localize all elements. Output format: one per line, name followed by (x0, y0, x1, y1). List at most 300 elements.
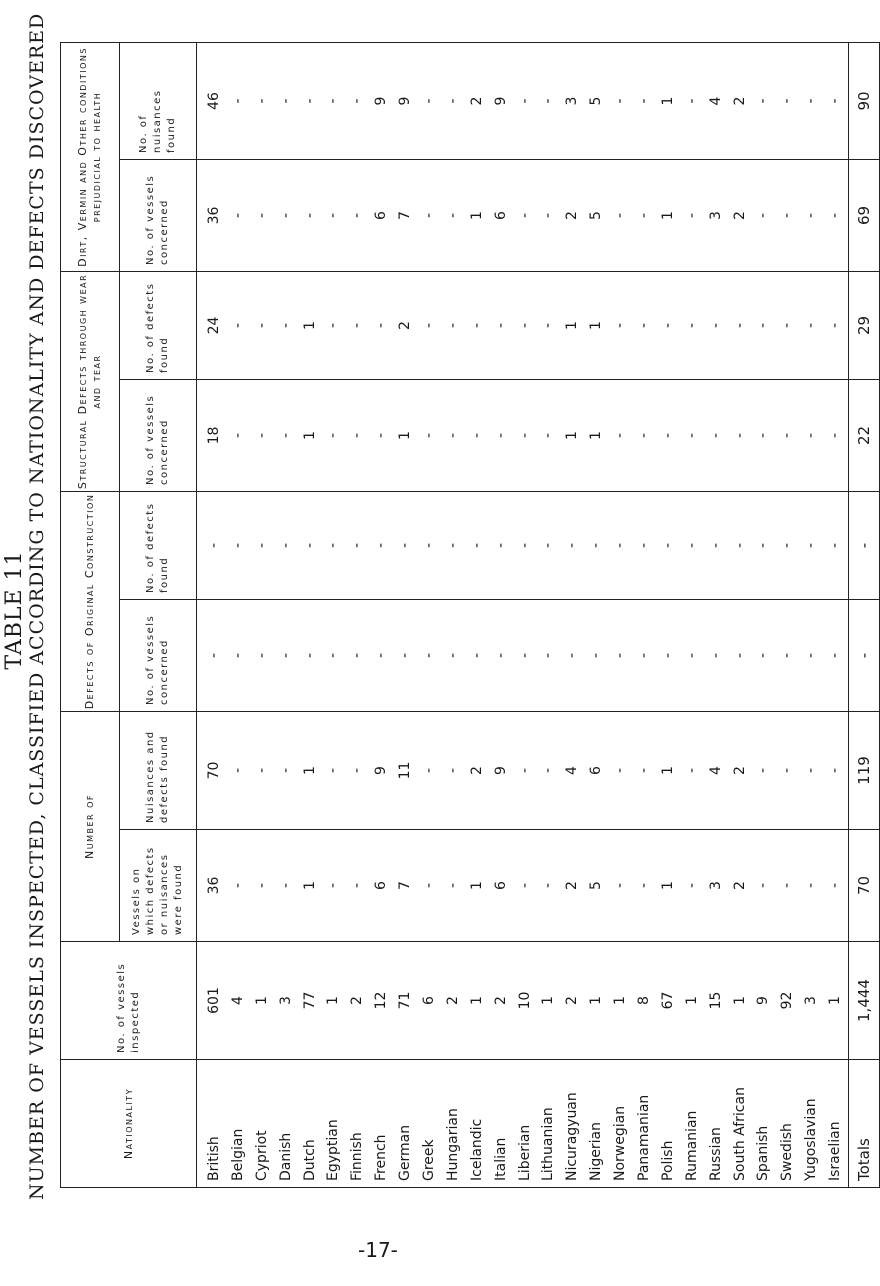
value-cell: 12 (373, 991, 390, 1010)
value-cell: - (755, 882, 772, 889)
value-cell: - (564, 652, 581, 659)
value-cell: 4 (707, 766, 724, 775)
totals-dirt-vessels: 69 (849, 159, 880, 271)
nationality-cell: Greek (421, 1139, 438, 1181)
value-cell: - (827, 322, 844, 329)
value-cell: 2 (731, 881, 748, 890)
value-cell: - (636, 542, 653, 549)
value-cell: - (516, 322, 533, 329)
value-cell: - (731, 432, 748, 439)
value-cell: 1 (301, 431, 318, 440)
value-cell: - (683, 882, 700, 889)
value-cell: - (444, 322, 461, 329)
value-cell: - (731, 652, 748, 659)
value-cell: - (755, 432, 772, 439)
value-cell: - (755, 212, 772, 219)
value-cell: - (229, 767, 246, 774)
value-cell: - (277, 882, 294, 889)
value-cell: - (492, 432, 509, 439)
value-cell: - (588, 542, 605, 549)
value-cell: 7 (397, 211, 414, 220)
nationality-cell: Finnish (349, 1132, 366, 1181)
value-cell: - (683, 767, 700, 774)
value-cell: - (444, 98, 461, 104)
value-cell: - (444, 882, 461, 889)
nationality-cell: South African (731, 1087, 748, 1181)
nationality-cell: Italian (492, 1137, 509, 1181)
value-cell: - (540, 652, 557, 659)
value-cell: 77 (301, 991, 318, 1010)
value-cell: 4 (707, 96, 724, 106)
value-cell: - (373, 322, 390, 329)
nationality-cell: German (397, 1124, 414, 1181)
value-cell: 5 (588, 211, 605, 220)
value-cell: 1 (659, 96, 676, 106)
value-cell: - (827, 767, 844, 774)
value-cell: 1 (827, 996, 844, 1005)
value-cell: - (349, 882, 366, 889)
value-cell: - (253, 322, 270, 329)
nationality-cell: Egyptian (325, 1119, 342, 1181)
value-cell: - (229, 98, 246, 104)
dirt-vessels-column (197, 159, 849, 271)
orig-vessels-column (197, 599, 849, 711)
nationality-cell: Yugoslavian (803, 1098, 820, 1181)
value-cell: - (779, 98, 796, 104)
value-cell: - (803, 652, 820, 659)
value-cell: - (803, 98, 820, 104)
value-cell: - (277, 212, 294, 219)
page-number: -17- (358, 1238, 398, 1262)
dirt-vessels-header: No. of vessels concerned (120, 159, 197, 271)
value-cell: - (468, 322, 485, 329)
value-cell: - (253, 432, 270, 439)
value-cell: - (325, 98, 342, 104)
vessels-table (60, 42, 880, 1188)
value-cell: - (421, 98, 438, 104)
table-body (197, 42, 849, 1187)
value-cell: - (779, 212, 796, 219)
value-cell: - (755, 98, 772, 104)
nationality-cell: Nigerian (588, 1122, 605, 1181)
nationality-cell: Dutch (301, 1139, 318, 1181)
value-cell: - (349, 767, 366, 774)
value-cell: 1 (468, 996, 485, 1005)
value-cell: 2 (564, 996, 581, 1005)
nationality-cell: British (206, 1136, 222, 1181)
value-cell: - (612, 432, 629, 439)
value-cell: - (731, 542, 748, 549)
value-cell: - (803, 212, 820, 219)
value-cell: - (827, 212, 844, 219)
value-cell: - (779, 652, 796, 659)
nationality-cell: Liberian (516, 1124, 533, 1181)
value-cell: - (253, 98, 270, 104)
value-cell: 1 (588, 996, 605, 1005)
value-cell: - (612, 98, 629, 104)
value-cell: - (540, 767, 557, 774)
nationality-cell: Swedish (779, 1123, 796, 1181)
totals-struct-vessels: 22 (849, 379, 880, 491)
value-cell: - (421, 542, 438, 549)
value-cell: - (827, 432, 844, 439)
value-cell: - (516, 432, 533, 439)
value-cell: 6 (588, 766, 605, 775)
value-cell: 9 (492, 766, 509, 775)
value-cell: - (492, 542, 509, 549)
value-cell: - (325, 542, 342, 549)
value-cell: - (827, 98, 844, 104)
value-cell: - (779, 542, 796, 549)
value-cell: - (206, 542, 222, 549)
value-cell: 6 (492, 211, 509, 220)
value-cell: 1 (325, 996, 342, 1005)
value-cell: 1 (301, 881, 318, 890)
value-cell: - (349, 212, 366, 219)
value-cell: - (636, 98, 653, 104)
value-cell: 1 (468, 211, 485, 220)
value-cell: 2 (731, 766, 748, 775)
struct-defects-column (197, 271, 849, 379)
value-cell: - (540, 212, 557, 219)
value-cell: 11 (397, 761, 414, 780)
value-cell: - (229, 652, 246, 659)
value-cell: - (683, 322, 700, 329)
value-cell: 1 (397, 431, 414, 440)
totals-vessels-defects: 70 (849, 830, 880, 942)
value-cell: 2 (468, 96, 485, 106)
dirt-nuisances-column (197, 42, 849, 159)
value-cell: 9 (755, 996, 772, 1005)
value-cell: 1 (683, 996, 700, 1005)
value-cell: - (277, 98, 294, 104)
value-cell: 4 (564, 766, 581, 775)
value-cell: 2 (468, 766, 485, 775)
value-cell: - (421, 432, 438, 439)
value-cell: - (325, 212, 342, 219)
value-cell: 1 (468, 881, 485, 890)
value-cell: - (229, 322, 246, 329)
value-cell: - (516, 882, 533, 889)
totals-label: Totals (849, 1060, 880, 1188)
totals-inspected: 1,444 (849, 942, 880, 1060)
value-cell: 4 (229, 996, 246, 1005)
value-cell: - (373, 542, 390, 549)
defects-found-header: Nuisances and defects found (120, 711, 197, 829)
value-cell: - (612, 882, 629, 889)
table-label: TABLE 11 (2, 550, 27, 670)
value-cell: - (779, 432, 796, 439)
value-cell: - (683, 652, 700, 659)
value-cell: - (659, 542, 676, 549)
value-cell: - (803, 322, 820, 329)
value-cell: 92 (779, 991, 796, 1010)
value-cell: - (755, 652, 772, 659)
value-cell: - (779, 767, 796, 774)
value-cell: 3 (277, 996, 294, 1005)
struct-vessels-column (197, 379, 849, 491)
value-cell: - (229, 432, 246, 439)
value-cell: 2 (731, 96, 748, 106)
value-cell: - (492, 652, 509, 659)
value-cell: - (325, 322, 342, 329)
value-cell: - (277, 322, 294, 329)
value-cell: - (444, 652, 461, 659)
nationality-cell: Norwegian (612, 1105, 629, 1181)
value-cell: 1 (301, 766, 318, 775)
value-cell: - (421, 767, 438, 774)
nationality-cell: Lithuanian (540, 1107, 557, 1181)
value-cell: - (827, 542, 844, 549)
nationality-cell: Nicuragyuan (564, 1092, 581, 1181)
value-cell: - (325, 432, 342, 439)
value-cell: - (468, 542, 485, 549)
orig-defects-column (197, 491, 849, 599)
orig-defects-header: No. of defects found (120, 491, 197, 599)
value-cell: 5 (588, 96, 605, 106)
value-cell: - (229, 212, 246, 219)
struct-defects-header: No. of defects found (120, 271, 197, 379)
value-cell: - (540, 98, 557, 104)
nationality-cell: Belgian (229, 1128, 246, 1181)
value-cell: - (468, 432, 485, 439)
value-cell: - (421, 322, 438, 329)
value-cell: - (659, 652, 676, 659)
value-cell: 9 (373, 96, 390, 106)
value-cell: - (206, 652, 222, 659)
value-cell: - (444, 432, 461, 439)
value-cell: - (516, 542, 533, 549)
value-cell: 1 (659, 766, 676, 775)
value-cell: 9 (492, 96, 509, 106)
value-cell: - (612, 212, 629, 219)
totals-struct-defects: 29 (849, 271, 880, 379)
value-cell: - (349, 98, 366, 104)
nationality-cell: Danish (277, 1132, 294, 1181)
value-cell: - (468, 652, 485, 659)
value-cell: 5 (588, 881, 605, 890)
value-cell: 3 (564, 96, 581, 106)
value-cell: - (707, 432, 724, 439)
value-cell: 2 (349, 996, 366, 1005)
nationality-cell: French (373, 1134, 390, 1181)
value-cell: - (540, 882, 557, 889)
number-of-header: Number of (61, 711, 120, 941)
defects-found-column (197, 711, 849, 829)
value-cell: - (301, 542, 318, 549)
value-cell: - (253, 542, 270, 549)
value-cell: 1 (540, 996, 557, 1005)
totals-defects-found: 119 (849, 711, 880, 829)
value-cell: - (421, 212, 438, 219)
value-cell: 1 (731, 996, 748, 1005)
value-cell: - (659, 322, 676, 329)
value-cell: - (229, 882, 246, 889)
value-cell: 2 (397, 321, 414, 330)
value-cell: - (397, 652, 414, 659)
value-cell: - (277, 432, 294, 439)
value-cell: - (803, 882, 820, 889)
value-cell: - (301, 652, 318, 659)
value-cell: - (707, 652, 724, 659)
value-cell: - (803, 542, 820, 549)
value-cell: - (397, 542, 414, 549)
value-cell: 10 (516, 991, 533, 1010)
value-cell: - (636, 322, 653, 329)
value-cell: 18 (206, 426, 222, 445)
value-cell: 9 (373, 766, 390, 775)
value-cell: 6 (373, 881, 390, 890)
value-cell: - (683, 542, 700, 549)
value-cell: - (755, 322, 772, 329)
value-cell: - (325, 652, 342, 659)
original-construction-header: Defects of Original Construction (61, 491, 120, 711)
value-cell: 7 (397, 881, 414, 890)
value-cell: - (349, 542, 366, 549)
inspected-column (197, 942, 849, 1060)
nationality-cell: Polish (659, 1140, 676, 1181)
struct-vessels-header: No. of vessels concerned (120, 379, 197, 491)
value-cell: 1 (612, 996, 629, 1005)
value-cell: - (636, 767, 653, 774)
value-cell: - (779, 882, 796, 889)
value-cell: - (516, 652, 533, 659)
value-cell: - (349, 432, 366, 439)
value-cell: - (229, 542, 246, 549)
value-cell: 1 (588, 321, 605, 330)
value-cell: - (803, 767, 820, 774)
value-cell: - (540, 322, 557, 329)
nationality-cell: Hungarian (444, 1108, 461, 1181)
nationality-cell: Spanish (755, 1125, 772, 1181)
value-cell: - (373, 652, 390, 659)
vessels-with-defects-header: Vessels on which defects or nuisances were found (120, 830, 197, 942)
nationality-header: Nationality (61, 1060, 197, 1188)
value-cell: - (421, 882, 438, 889)
value-cell: - (827, 882, 844, 889)
value-cell: 2 (564, 211, 581, 220)
nationality-cell: Israelian (827, 1121, 844, 1181)
value-cell: - (421, 652, 438, 659)
value-cell: 15 (707, 991, 724, 1010)
value-cell: - (253, 882, 270, 889)
value-cell: - (612, 542, 629, 549)
value-cell: - (444, 542, 461, 549)
dirt-vermin-header: Dirt, Vermin and Other conditions prejudicial to health (61, 42, 120, 271)
value-cell: - (516, 212, 533, 219)
value-cell: 67 (659, 991, 676, 1010)
value-cell: 36 (206, 206, 222, 225)
structural-defects-header: Structural Defects through wear and tear (61, 271, 120, 491)
value-cell: - (683, 98, 700, 104)
table-title: NUMBER OF VESSELS INSPECTED, CLASSIFIED ACCORDING TO NATIONALITY AND DEFECTS DISCOVERED (26, 12, 48, 1200)
value-cell: - (731, 322, 748, 329)
totals-orig-vessels: - (849, 599, 880, 711)
value-cell: - (636, 652, 653, 659)
nationality-column (197, 1060, 849, 1188)
value-cell: 1 (588, 431, 605, 440)
value-cell: - (349, 652, 366, 659)
value-cell: - (253, 767, 270, 774)
value-cell: 6 (492, 881, 509, 890)
value-cell: - (827, 652, 844, 659)
value-cell: 1 (564, 431, 581, 440)
value-cell: - (636, 882, 653, 889)
value-cell: - (444, 767, 461, 774)
value-cell: 3 (707, 211, 724, 220)
value-cell: - (707, 542, 724, 549)
value-cell: 36 (206, 876, 222, 895)
value-cell: - (301, 212, 318, 219)
value-cell: 8 (636, 996, 653, 1005)
value-cell: 46 (206, 92, 222, 110)
value-cell: - (755, 542, 772, 549)
totals-row (849, 42, 880, 1187)
value-cell: 2 (492, 996, 509, 1005)
value-cell: 1 (659, 211, 676, 220)
nationality-cell: Icelandic (468, 1118, 485, 1181)
value-cell: 1 (564, 321, 581, 330)
value-cell: - (253, 212, 270, 219)
value-cell: - (707, 322, 724, 329)
value-cell: - (444, 212, 461, 219)
nationality-cell: Rumanian (683, 1110, 700, 1181)
value-cell: - (755, 767, 772, 774)
value-cell: - (516, 98, 533, 104)
value-cell: 3 (707, 881, 724, 890)
value-cell: 2 (444, 996, 461, 1005)
nationality-cell: Cypriot (253, 1130, 270, 1181)
value-cell: - (277, 542, 294, 549)
value-cell: - (803, 432, 820, 439)
vessels-defects-column (197, 830, 849, 942)
value-cell: 2 (731, 211, 748, 220)
value-cell: - (277, 767, 294, 774)
value-cell: 1 (301, 321, 318, 330)
value-cell: - (516, 767, 533, 774)
value-cell: - (373, 432, 390, 439)
value-cell: - (301, 98, 318, 104)
value-cell: 3 (803, 996, 820, 1005)
value-cell: - (636, 432, 653, 439)
value-cell: - (779, 322, 796, 329)
value-cell: - (683, 432, 700, 439)
value-cell: 24 (206, 316, 222, 335)
value-cell: - (636, 212, 653, 219)
value-cell: 1 (253, 996, 270, 1005)
value-cell: - (540, 432, 557, 439)
value-cell: - (492, 322, 509, 329)
totals-orig-defects: - (849, 491, 880, 599)
vessels-inspected-header: No. of vessels inspected (61, 942, 197, 1060)
value-cell: 9 (397, 96, 414, 106)
value-cell: 1 (659, 881, 676, 890)
value-cell: - (277, 652, 294, 659)
value-cell: 6 (421, 996, 438, 1005)
value-cell: - (588, 652, 605, 659)
value-cell: 70 (206, 761, 222, 780)
value-cell: - (349, 322, 366, 329)
value-cell: - (564, 542, 581, 549)
value-cell: - (612, 322, 629, 329)
value-cell: 601 (206, 987, 222, 1014)
value-cell: - (612, 767, 629, 774)
value-cell: - (659, 432, 676, 439)
value-cell: - (325, 882, 342, 889)
value-cell: 2 (564, 881, 581, 890)
value-cell: - (612, 652, 629, 659)
orig-vessels-header: No. of vessels concerned (120, 599, 197, 711)
